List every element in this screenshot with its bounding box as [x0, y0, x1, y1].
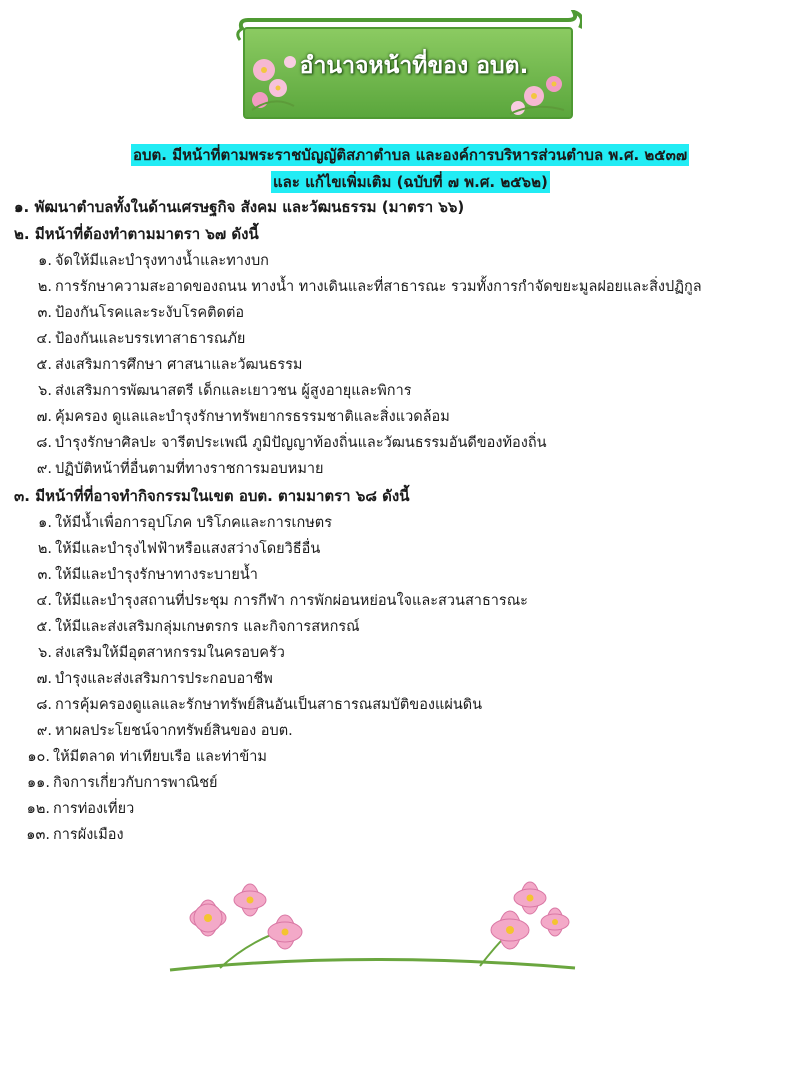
item-number: ๖. — [38, 383, 52, 399]
item-number: ๑๓. — [26, 827, 50, 843]
item-text: หาผลประโยชน์จากทรัพย์สินของ อบต. — [55, 723, 293, 739]
item-number: ๓. — [37, 305, 52, 321]
section-title: มีหน้าที่ที่อาจทำกิจกรรมในเขต อบต. ตามมาตรา ๖๘ ดังนี้ — [35, 487, 410, 505]
item-number: ๑๒. — [26, 801, 50, 817]
item-text: ป้องกันโรคและระงับโรคติดต่อ — [55, 305, 245, 321]
list-item — [30, 328, 245, 350]
list-item — [30, 694, 482, 716]
cosmos-flowers-icon — [160, 870, 585, 980]
item-text: ส่งเสริมการศึกษา ศาสนาและวัฒนธรรม — [55, 357, 303, 373]
list-item — [30, 250, 269, 272]
item-text: ให้มีและบำรุงไฟฟ้าหรือแสงสว่างโดยวิธีอื่น — [55, 541, 321, 557]
item-text: การผังเมือง — [53, 827, 124, 843]
item-number: ๙. — [36, 723, 52, 739]
item-text: ให้มีตลาด ท่าเทียบเรือ และท่าข้าม — [53, 749, 267, 765]
item-number: ๔. — [36, 331, 52, 347]
item-number: ๒. — [37, 541, 52, 557]
item-text: ส่งเสริมให้มีอุตสาหกรรมในครอบครัว — [55, 645, 285, 661]
item-number: ๙. — [36, 461, 52, 477]
list-item — [30, 406, 450, 428]
list-item — [30, 616, 360, 638]
section-number: ๓. — [14, 487, 30, 505]
item-text: ให้มีและส่งเสริมกลุ่มเกษตรกร และกิจการสหกรณ์ — [55, 619, 360, 635]
list-item — [30, 720, 293, 742]
list-item — [30, 564, 258, 586]
list-item — [24, 798, 134, 820]
section-number: ๑. — [14, 198, 30, 216]
list-item — [30, 538, 320, 560]
item-text: ให้มีน้ำเพื่อการอุปโภค บริโภคและการเกษตร — [55, 515, 333, 531]
list-item — [30, 276, 702, 298]
list-item — [30, 432, 547, 454]
section-3-heading — [14, 485, 409, 507]
item-text: กิจการเกี่ยวกับการพาณิชย์ — [53, 775, 218, 791]
section-title: พัฒนาตำบลทั้งในด้านเศรษฐกิจ สังคม และวัฒนธรรม (มาตรา ๖๖) — [34, 198, 465, 216]
item-text: การท่องเที่ยว — [53, 801, 135, 817]
title-banner — [234, 10, 582, 122]
list-item — [30, 642, 285, 664]
list-item — [30, 302, 244, 324]
item-number: ๘. — [36, 435, 52, 451]
list-item — [30, 668, 273, 690]
item-number: ๑๐. — [27, 749, 50, 765]
item-number: ๖. — [38, 645, 52, 661]
list-item — [30, 512, 332, 534]
item-text: ป้องกันและบรรเทาสาธารณภัย — [55, 331, 246, 347]
item-text: ให้มีและบำรุงสถานที่ประชุม การกีฬา การพักผ่อนหย่อนใจและสวนสาธารณะ — [55, 593, 528, 609]
section-number: ๒. — [14, 225, 30, 243]
list-item — [30, 458, 324, 480]
item-text: บำรุงรักษาศิลปะ จารีตประเพณี ภูมิปัญญาท้องถิ่นและวัฒนธรรมอันดีของท้องถิ่น — [55, 435, 547, 451]
item-number: ๒. — [37, 279, 52, 295]
item-text: ให้มีและบำรุงรักษาทางระบายน้ำ — [55, 567, 258, 583]
list-item — [30, 590, 528, 612]
item-text: ส่งเสริมการพัฒนาสตรี เด็กและเยาวชน ผู้สูงอายุและพิการ — [55, 383, 412, 399]
intro-line-1: อบต. มีหน้าที่ตามพระราชบัญญัติสภาตำบล และองค์การบริหารส่วนตำบล พ.ศ. ๒๕๓๗ — [133, 146, 688, 164]
section-2-heading — [14, 223, 259, 245]
section-title: มีหน้าที่ต้องทำตามมาตรา ๖๗ ดังนี้ — [34, 225, 259, 243]
list-item — [24, 746, 267, 768]
item-number: ๑. — [38, 253, 52, 269]
item-text: บำรุงและส่งเสริมการประกอบอาชีพ — [55, 671, 273, 687]
item-text: จัดให้มีและบำรุงทางน้ำและทางบก — [55, 253, 269, 269]
list-item — [30, 380, 412, 402]
item-text: คุ้มครอง ดูแลและบำรุงรักษาทรัพยากรธรรมชาติและสิ่งแวดล้อม — [55, 409, 450, 425]
item-number: ๘. — [36, 697, 52, 713]
item-number: ๑๑. — [26, 775, 50, 791]
item-number: ๔. — [36, 593, 52, 609]
list-item — [24, 824, 124, 846]
intro-line-2: และ แก้ไขเพิ่มเติม (ฉบับที่ ๗ พ.ศ. ๒๕๖๒) — [273, 173, 548, 191]
item-number: ๕. — [36, 619, 52, 635]
flower-decoration — [160, 870, 585, 980]
section-1-heading — [14, 196, 464, 218]
item-number: ๗. — [36, 671, 52, 687]
item-text: การคุ้มครองดูแลและรักษาทรัพย์สินอันเป็นสาธารณสมบัติของแผ่นดิน — [55, 697, 483, 713]
item-number: ๗. — [36, 409, 52, 425]
list-item — [30, 354, 303, 376]
item-number: ๓. — [37, 567, 52, 583]
item-number: ๕. — [36, 357, 52, 373]
page-title: อำนาจหน้าที่ของ อบต. — [299, 53, 529, 79]
item-number: ๑. — [38, 515, 52, 531]
list-item — [24, 772, 218, 794]
item-text: ปฏิบัติหน้าที่อื่นตามที่ทางราชการมอบหมาย — [55, 461, 324, 477]
item-text: การรักษาความสะอาดของถนน ทางน้ำ ทางเดินและที่สาธารณะ รวมทั้งการกำจัดขยะมูลฝอยและสิ่งปฏิกูล — [55, 279, 702, 295]
